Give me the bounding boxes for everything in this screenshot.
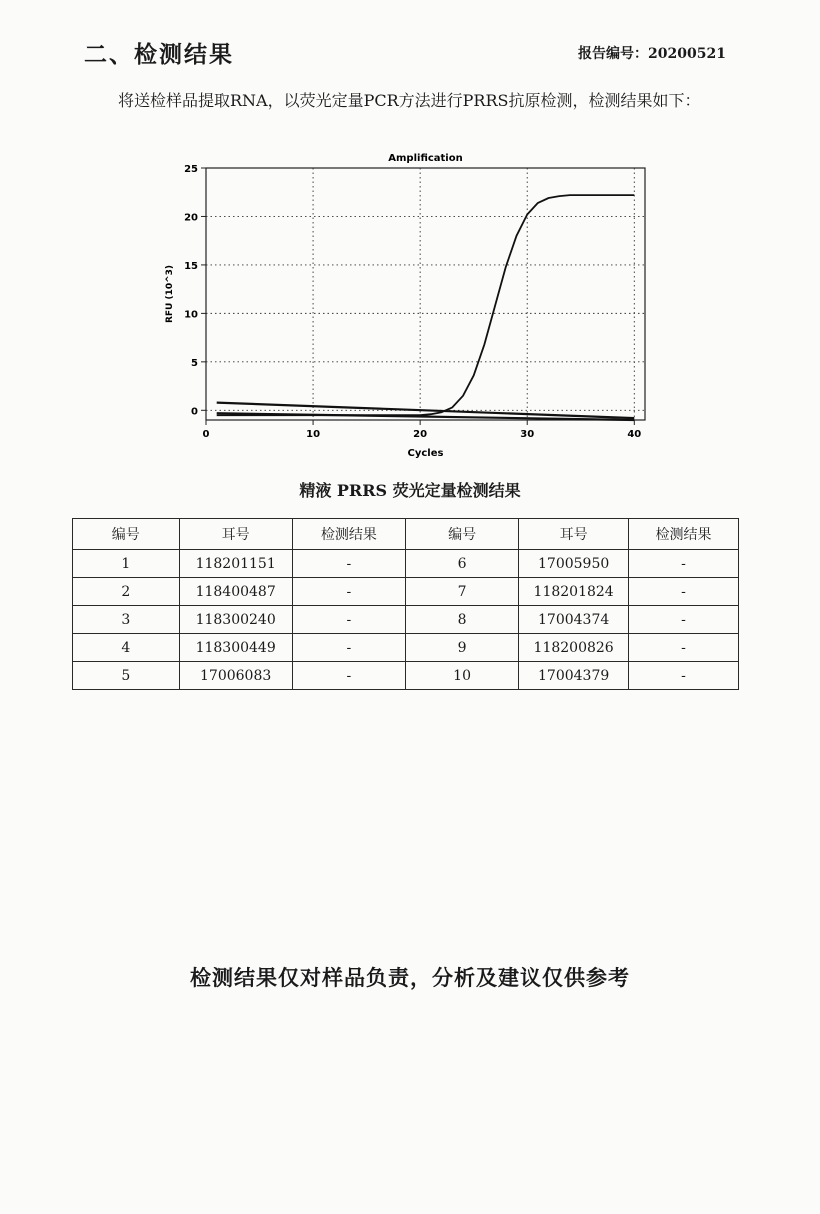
- x-axis-label: Cycles: [407, 448, 444, 459]
- table-cell: -: [629, 634, 739, 662]
- table-cell: 3: [73, 606, 180, 634]
- table-cell: -: [292, 550, 405, 578]
- table-cell: -: [629, 578, 739, 606]
- series-line-1: [217, 195, 635, 415]
- table-cell: 9: [405, 634, 518, 662]
- section-title: 二、检测结果: [84, 42, 234, 68]
- table-cell: 118201151: [179, 550, 292, 578]
- chart-caption: 精液 PRRS 荧光定量检测结果: [299, 481, 521, 500]
- header-cell: 检测结果: [292, 519, 405, 550]
- table-cell: -: [629, 662, 739, 690]
- y-tick-label: 5: [191, 357, 198, 369]
- table-cell: -: [292, 606, 405, 634]
- table-cell: 4: [73, 634, 180, 662]
- table-cell: 2: [73, 578, 180, 606]
- table-row: [73, 550, 739, 578]
- chart-title: Amplification: [388, 153, 463, 164]
- table-cell: 7: [405, 578, 518, 606]
- header-cell: 耳号: [179, 519, 292, 550]
- header-cell: 编号: [405, 519, 518, 550]
- table-cell: 5: [73, 662, 180, 690]
- disclaimer-footer: 检测结果仅对样品负责，分析及建议仅供参考: [190, 966, 630, 990]
- table-cell: -: [629, 550, 739, 578]
- table-cell: 118400487: [179, 578, 292, 606]
- table-cell: 118201824: [519, 578, 629, 606]
- table-header-row: [73, 519, 739, 550]
- table-cell: -: [629, 606, 739, 634]
- results-table: [72, 518, 739, 690]
- x-tick-label: 0: [202, 429, 210, 440]
- table-cell: -: [292, 662, 405, 690]
- table-cell: 17004379: [519, 662, 629, 690]
- intro-paragraph: 将送检样品提取RNA，以荧光定量PCR方法进行PRRS抗原检测，检测结果如下：: [118, 91, 701, 110]
- header-cell: 检测结果: [629, 519, 739, 550]
- y-axis-label: RFU (10^3): [165, 264, 175, 324]
- report-number: 报告编号：20200521: [578, 46, 726, 62]
- table-cell: 17006083: [179, 662, 292, 690]
- table-cell: 10: [405, 662, 518, 690]
- table-cell: 118300449: [179, 634, 292, 662]
- table-row: [73, 634, 739, 662]
- table-row: [73, 578, 739, 606]
- table-cell: 118300240: [179, 606, 292, 634]
- table-cell: 17004374: [519, 606, 629, 634]
- table-cell: -: [292, 634, 405, 662]
- x-tick-label: 30: [520, 429, 535, 440]
- y-tick-label: 20: [184, 212, 198, 224]
- y-tick-label: 15: [184, 260, 198, 272]
- y-tick-label: 25: [184, 164, 198, 175]
- y-tick-label: 10: [184, 309, 198, 321]
- header-cell: 耳号: [519, 519, 629, 550]
- y-tick-label: 0: [191, 406, 198, 418]
- x-tick-label: 40: [627, 429, 642, 440]
- amplification-chart: [150, 148, 670, 468]
- plot-area-frame: [206, 168, 645, 420]
- x-tick-label: 20: [413, 429, 428, 440]
- x-tick-label: 10: [306, 429, 321, 440]
- header-cell: 编号: [73, 519, 180, 550]
- table-cell: 6: [405, 550, 518, 578]
- table-row: [73, 662, 739, 690]
- table-cell: 8: [405, 606, 518, 634]
- table-cell: 1: [73, 550, 180, 578]
- table-cell: -: [292, 578, 405, 606]
- table-row: [73, 606, 739, 634]
- table-cell: 118200826: [519, 634, 629, 662]
- table-cell: 17005950: [519, 550, 629, 578]
